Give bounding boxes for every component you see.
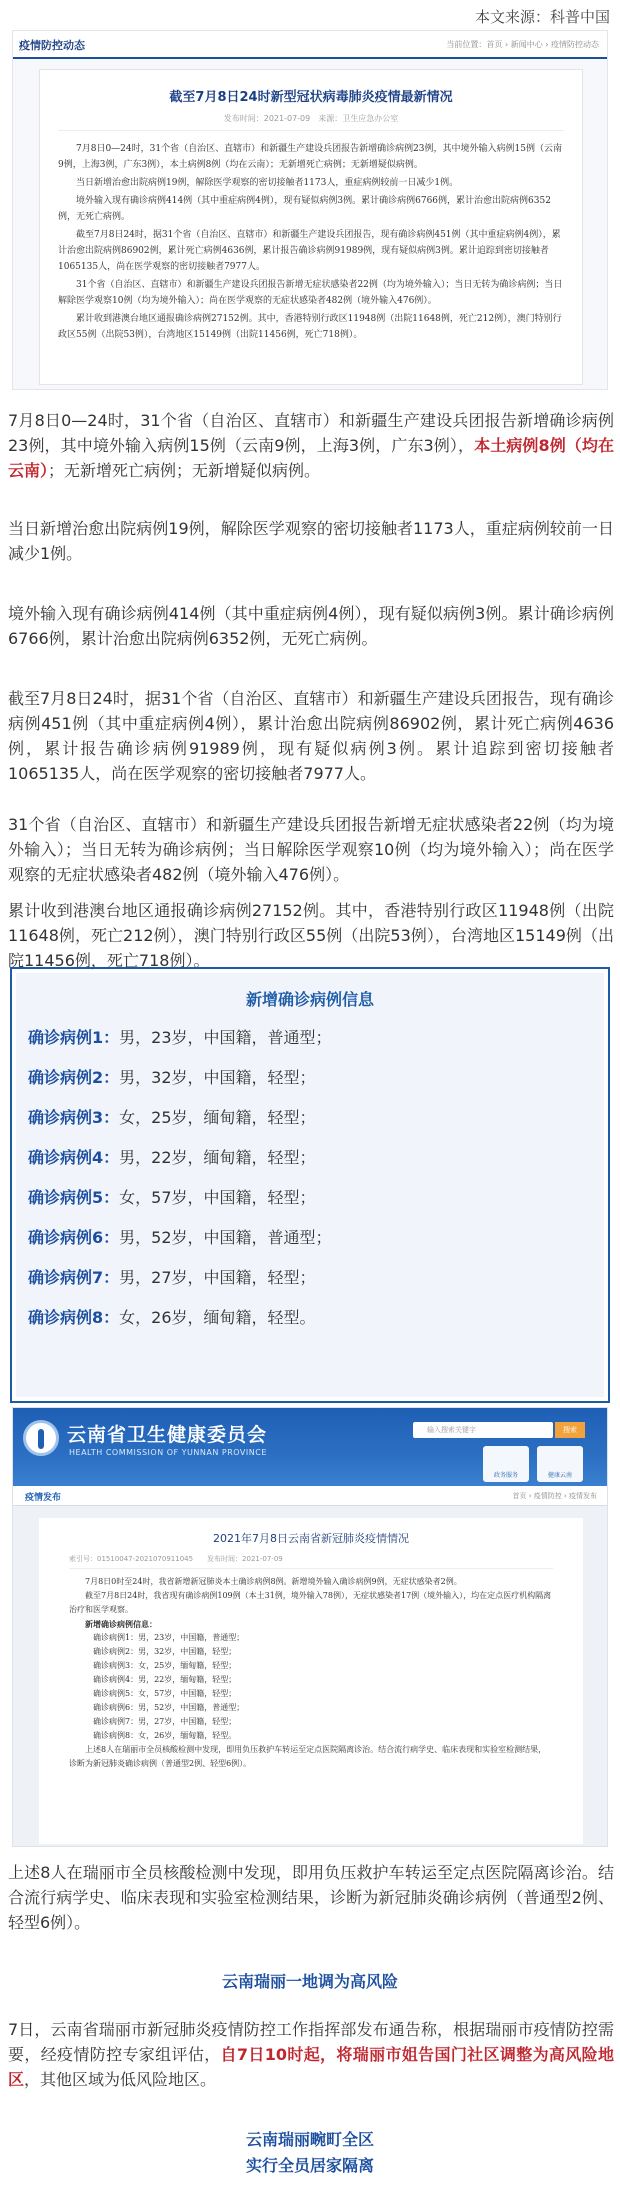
case-row [28,1108,592,1148]
section-heading-high-risk: 云南瑞丽一地调为高风险 [221,1972,398,1991]
yunnan-case: 确诊病例3：女，25岁，缅甸籍，轻型； [93,1661,237,1670]
case-label: 确诊病例8： [28,1308,120,1327]
yunnan-org-en: HEALTH COMMISSION OF YUNNAN PROVINCE [69,1448,267,1457]
yunnan-case: 确诊病例2：男，32岁，中国籍，轻型； [93,1647,237,1656]
case-label: 确诊病例1： [28,1028,120,1047]
article-paragraph-4: 截至7月8日24时，据31个省（自治区、直辖市）和新疆生产建设兵团报告，现有确诊病例451例（其中重症病例4例），累计治愈出院病例86902例，累计死亡病例4636例，累计报告确诊病例91989例，现有疑似病例3例。累计追踪到密切接触者1065135人，尚在医学观察的密切接触者7977人。 [8,689,614,783]
yunnan-search-button[interactable]: 搜索 [555,1422,585,1438]
promo-service[interactable]: 政务服务 [483,1446,529,1482]
yunnan-para: 7月8日0时至24时，我省新增新冠肺炎本土确诊病例8例。新增境外输入确诊病例9例，无症状感染者2例。 [85,1577,462,1586]
yunnan-case: 确诊病例4：男，22岁，缅甸籍，轻型； [93,1675,237,1684]
article-paragraph-8 [8,2017,614,2092]
new-cases-title: 新增确诊病例信息 [245,990,374,1009]
yunnan-search-input[interactable]: 输入搜索关键字 [413,1422,553,1438]
yunnan-notice-meta: 索引号：01510047-2021070911045 发布时间：2021-07-09 [69,1554,553,1569]
yunnan-case: 确诊病例1：男，23岁，中国籍，普通型； [93,1633,245,1642]
article-paragraph-5: 31个省（自治区、直辖市）和新疆生产建设兵团报告新增无症状感染者22例（均为境外输入）；当日无转为确诊病例；当日解除医学观察10例（均为境外输入）；尚在医学观察的无症状感染者482例（境外输入476例）。 [8,815,614,884]
case-text: 女，57岁，中国籍，轻型； [119,1188,316,1207]
nhc-section-title: 疫情防控动态 [19,39,85,52]
section-heading-wanding-2: 实行全员居家隔离 [245,2156,374,2175]
case-row [28,1148,592,1188]
nhc-notice-title: 截至7月8日24时新型冠状病毒肺炎疫情最新情况 [169,90,453,105]
nhc-para: 7月8日0—24时，31个省（自治区、直辖市）和新疆生产建设兵团报告新增确诊病例23例，其中境外输入病例15例（云南9例，上海3例，广东3例），本土病例8例（均在云南）；无新增死亡病例；无新增疑似病例。 [58,144,562,170]
nhc-notice-body [58,141,564,343]
case-text: 女，26岁，缅甸籍，轻型。 [119,1308,316,1327]
para-text: 7日，云南省瑞丽市新冠肺炎疫情防控工作指挥部发布通告称，根据瑞丽市疫情防控需要，经疫情防控专家组评估， [8,2020,614,2064]
case-row [28,1308,592,1348]
nhc-para: 31个省（自治区、直辖市）和新疆生产建设兵团报告新增无症状感染者22例（均为境外输入）；当日无转为确诊病例；当日解除医学观察10例（均为境外输入）；尚在医学观察的无症状感染者482例（境外输入476例）。 [58,280,563,306]
case-text: 男，52岁，中国籍，普通型； [119,1228,332,1247]
article-paragraph-6: 累计收到港澳台地区通报确诊病例27152例。其中，香港特别行政区11948例（出院11648例，死亡212例），澳门特别行政区55例（出院53例），台湾地区15149例（出院11456例，死亡718例）。 [8,901,614,970]
article-paragraph-2: 当日新增治愈出院病例19例，解除医学观察的密切接触者1173人，重症病例较前一日减少1例。 [8,519,614,563]
nhc-webpage-screenshot [12,30,608,390]
highlight-local-cases: 本土病例8例（均在云南） [8,436,614,480]
case-row [28,1068,592,1108]
nhc-notice-meta: 发布时间：2021-07-09 来源：卫生应急办公室 [58,113,564,131]
case-label: 确诊病例2： [28,1068,120,1087]
yunnan-notice [39,1518,583,1844]
yunnan-case: 确诊病例6：男，52岁，中国籍，普通型； [93,1703,245,1712]
case-label: 确诊病例5： [28,1188,120,1207]
case-text: 男，27岁，中国籍，轻型； [119,1268,316,1287]
yunnan-para: 上述8人在瑞丽市全员核酸检测中发现，即用负压救护车转运至定点医院隔离诊治。结合流行病学史、临床表现和实验室检测结果，诊断为新冠肺炎确诊病例（普通型2例、轻型6例）。 [69,1745,547,1768]
article-paragraph-3: 境外输入现有确诊病例414例（其中重症病例4例），现有疑似病例3例。累计确诊病例6766例，累计治愈出院病例6352例，无死亡病例。 [8,604,614,648]
case-label: 确诊病例4： [28,1148,120,1167]
case-row [28,1028,592,1068]
nhc-navbar [13,31,607,59]
yunnan-breadcrumb: 首页 › 疫情防控 › 疫情发布 [512,1492,597,1500]
section-heading-wanding-1: 云南瑞丽畹町全区 [245,2130,374,2149]
yunnan-case: 确诊病例5：女，57岁，中国籍，轻型； [93,1689,237,1698]
case-text: 女，25岁，缅甸籍，轻型； [119,1108,316,1127]
nhc-para: 当日新增治愈出院病例19例，解除医学观察的密切接触者1173人，重症病例较前一日减少1例。 [76,178,459,188]
case-label: 确诊病例6： [28,1228,120,1247]
new-cases-box [10,967,610,1403]
case-label: 确诊病例3： [28,1108,120,1127]
yunnan-case: 确诊病例7：男，27岁，中国籍，轻型； [93,1717,237,1726]
para-text: ；无新增死亡病例；无新增疑似病例。 [48,461,321,480]
case-row [28,1268,592,1308]
yunnan-subheading: 新增确诊病例信息： [85,1619,157,1629]
highlight-high-risk-area: 自7日10时起，将瑞丽市姐告国门社区调整为高风险地区 [8,2045,614,2089]
yunnan-para: 截至7月8日24时，我省现有确诊病例109例（本土31例，境外输入78例），无症状感染者17例（境外输入），均在定点医疗机构隔离治疗和医学观察。 [69,1591,552,1614]
yunnan-notice-title: 2021年7月8日云南省新冠肺炎疫情情况 [213,1532,409,1545]
yunnan-subnav-title: 疫情发布 [25,1493,62,1503]
article-paragraph-1 [8,408,614,483]
yunnan-notice-body [69,1575,553,1771]
yunnan-banner [13,1408,607,1486]
para-text: ，其他区域为低风险地区。 [24,2070,217,2089]
case-row [28,1188,592,1228]
case-text: 男，22岁，缅甸籍，轻型； [119,1148,316,1167]
nhc-para: 境外输入现有确诊病例414例（其中重症病例4例），现有疑似病例3例。累计确诊病例6766例，累计治愈出院病例6352例，无死亡病例。 [58,196,551,222]
health-emblem-icon [23,1420,59,1456]
nhc-para: 截至7月8日24时，据31个省（自治区、直辖市）和新疆生产建设兵团报告，现有确诊病例451例（其中重症病例4例），累计治愈出院病例86902例，累计死亡病例4636例，累计报告确诊病例91989例，现有疑似病例3例。累计追踪到密切接触者1065135人，尚在医学观察的密切接触者7977人。 [58,230,561,272]
yunnan-case: 确诊病例8：女，26岁，缅甸籍，轻型。 [93,1731,237,1740]
case-row [28,1228,592,1268]
yunnan-org-name: 云南省卫生健康委员会 [67,1424,268,1446]
nhc-breadcrumb: 当前位置：首页 › 新闻中心 › 疫情防控动态 [446,40,599,49]
promo-health[interactable]: 健康云南 [537,1446,583,1482]
para-text: 7月8日0—24时，31个省（自治区、直辖市）和新疆生产建设兵团报告新增确诊病例23例，其中境外输入病例15例（云南9例，上海3例，广东3例）， [8,411,614,455]
yunnan-webpage-screenshot [12,1407,608,1847]
yunnan-subnav [13,1486,607,1506]
article-source: 本文来源：科普中国 [474,8,610,26]
article-paragraph-7: 上述8人在瑞丽市全员核酸检测中发现，即用负压救护车转运至定点医院隔离诊治。结合流行病学史、临床表现和实验室检测结果，诊断为新冠肺炎确诊病例（普通型2例、轻型6例）。 [8,1863,614,1932]
case-label: 确诊病例7： [28,1268,120,1287]
case-text: 男，32岁，中国籍，轻型； [119,1068,316,1087]
nhc-notice [39,69,583,385]
case-text: 男，23岁，中国籍，普通型； [119,1028,332,1047]
nhc-para: 累计收到港澳台地区通报确诊病例27152例。其中，香港特别行政区11948例（出院11648例，死亡212例），澳门特别行政区55例（出院53例），台湾地区15149例（出院11456例，死亡718例）。 [58,314,562,340]
